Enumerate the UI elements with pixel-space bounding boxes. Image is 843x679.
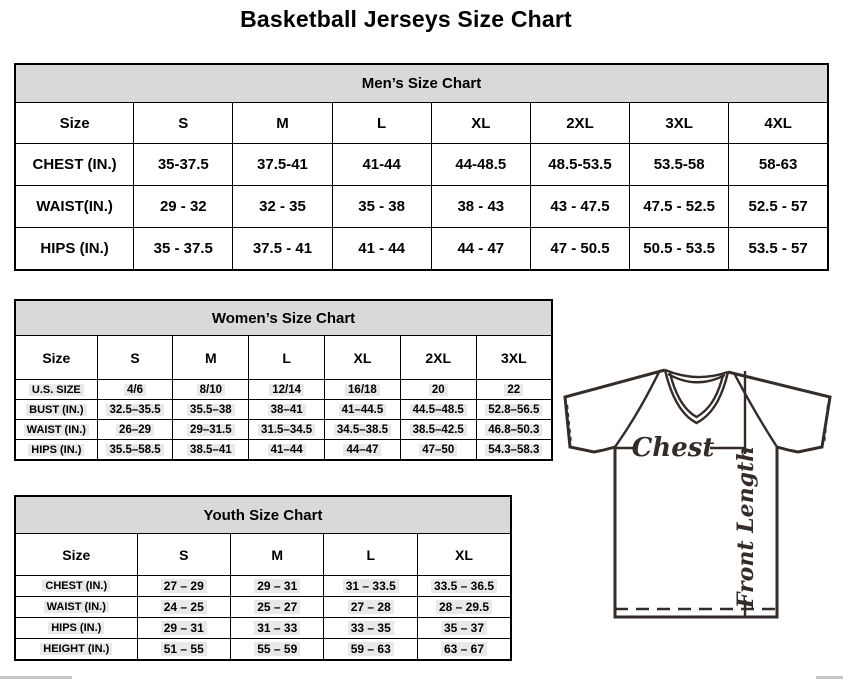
value-cell: 31 – 33 — [231, 618, 324, 639]
value-cell: 43 - 47.5 — [530, 186, 629, 228]
column-header: 3XL — [630, 103, 729, 144]
value-cell: 38 - 43 — [431, 186, 530, 228]
table-row — [15, 300, 552, 336]
value-cell: 48.5-53.5 — [530, 144, 629, 186]
table-row — [15, 400, 552, 420]
table-row — [15, 420, 552, 440]
column-header: L — [249, 336, 325, 380]
value-cell: 38.5–41 — [173, 440, 249, 461]
value-cell: 50.5 - 53.5 — [630, 228, 729, 271]
value-cell: 27 – 28 — [324, 597, 417, 618]
value-cell: 24 – 25 — [137, 597, 230, 618]
table-row — [15, 380, 552, 400]
value-cell: 47.5 - 52.5 — [630, 186, 729, 228]
value-cell: 41–44 — [249, 440, 325, 461]
value-cell: 35 - 38 — [332, 186, 431, 228]
column-header: L — [324, 534, 417, 576]
column-header: M — [233, 103, 332, 144]
row-label: WAIST(IN.) — [15, 186, 134, 228]
value-cell: 44–47 — [325, 440, 401, 461]
table-row — [15, 496, 511, 534]
value-cell: 37.5-41 — [233, 144, 332, 186]
row-label: HIPS (IN.) — [15, 228, 134, 271]
table-row — [15, 440, 552, 461]
value-cell: 20 — [400, 380, 476, 400]
right-armhole-seam — [734, 373, 777, 447]
column-header: S — [137, 534, 230, 576]
value-cell: 16/18 — [325, 380, 401, 400]
column-header: 4XL — [729, 103, 828, 144]
value-cell: 31 – 33.5 — [324, 576, 417, 597]
column-header: 3XL — [476, 336, 552, 380]
value-cell: 51 – 55 — [137, 639, 230, 661]
row-label: HIPS (IN.) — [15, 440, 97, 461]
value-cell: 55 – 59 — [231, 639, 324, 661]
row-label: HEIGHT (IN.) — [15, 639, 137, 661]
value-cell: 35.5–58.5 — [97, 440, 173, 461]
value-cell: 32 - 35 — [233, 186, 332, 228]
value-cell: 4/6 — [97, 380, 173, 400]
value-cell: 37.5 - 41 — [233, 228, 332, 271]
row-label: U.S. SIZE — [15, 380, 97, 400]
value-cell: 38.5–42.5 — [400, 420, 476, 440]
row-label: CHEST (IN.) — [15, 576, 137, 597]
column-header: 2XL — [530, 103, 629, 144]
value-cell: 12/14 — [249, 380, 325, 400]
youth-chart-header: Youth Size Chart — [15, 496, 511, 534]
row-label: BUST (IN.) — [15, 400, 97, 420]
value-cell: 33.5 – 36.5 — [417, 576, 511, 597]
front-length-label: Front Length — [733, 445, 759, 609]
value-cell: 33 – 35 — [324, 618, 417, 639]
table-row — [15, 103, 828, 144]
row-label: WAIST (IN.) — [15, 597, 137, 618]
womens-size-chart-table — [14, 299, 553, 461]
column-header: L — [332, 103, 431, 144]
womens-chart-header: Women’s Size Chart — [15, 300, 552, 336]
column-header: S — [97, 336, 173, 380]
table-row — [15, 639, 511, 661]
column-header: XL — [417, 534, 511, 576]
mens-chart-header: Men’s Size Chart — [15, 64, 828, 103]
column-header: 2XL — [400, 336, 476, 380]
value-cell: 58-63 — [729, 144, 828, 186]
value-cell: 35 – 37 — [417, 618, 511, 639]
column-header: S — [134, 103, 233, 144]
value-cell: 35.5–38 — [173, 400, 249, 420]
value-cell: 47 - 50.5 — [530, 228, 629, 271]
row-label: HIPS (IN.) — [15, 618, 137, 639]
value-cell: 47–50 — [400, 440, 476, 461]
row-label: CHEST (IN.) — [15, 144, 134, 186]
size-header-cell: Size — [15, 336, 97, 380]
value-cell: 32.5–35.5 — [97, 400, 173, 420]
value-cell: 34.5–38.5 — [325, 420, 401, 440]
value-cell: 52.5 - 57 — [729, 186, 828, 228]
jersey-measurement-diagram — [556, 358, 840, 630]
value-cell: 29 – 31 — [137, 618, 230, 639]
row-label: WAIST (IN.) — [15, 420, 97, 440]
table-row — [15, 186, 828, 228]
jersey-diagram-svg — [556, 358, 840, 630]
value-cell: 29–31.5 — [173, 420, 249, 440]
value-cell: 53.5-58 — [630, 144, 729, 186]
value-cell: 8/10 — [173, 380, 249, 400]
table-row — [15, 228, 828, 271]
value-cell: 26–29 — [97, 420, 173, 440]
value-cell: 53.5 - 57 — [729, 228, 828, 271]
value-cell: 38–41 — [249, 400, 325, 420]
value-cell: 63 – 67 — [417, 639, 511, 661]
size-header-cell: Size — [15, 103, 134, 144]
table-row — [15, 597, 511, 618]
value-cell: 44-48.5 — [431, 144, 530, 186]
size-header-cell: Size — [15, 534, 137, 576]
value-cell: 54.3–58.3 — [476, 440, 552, 461]
mens-size-chart-table — [14, 63, 829, 271]
value-cell: 41–44.5 — [325, 400, 401, 420]
table-row — [15, 618, 511, 639]
value-cell: 22 — [476, 380, 552, 400]
value-cell: 28 – 29.5 — [417, 597, 511, 618]
value-cell: 31.5–34.5 — [249, 420, 325, 440]
value-cell: 27 – 29 — [137, 576, 230, 597]
table-row — [15, 336, 552, 380]
value-cell: 44.5–48.5 — [400, 400, 476, 420]
table-row — [15, 64, 828, 103]
column-header: XL — [431, 103, 530, 144]
column-header: M — [231, 534, 324, 576]
page-title: Basketball Jerseys Size Chart — [240, 6, 572, 32]
youth-size-chart-table — [14, 495, 512, 661]
value-cell: 44 - 47 — [431, 228, 530, 271]
column-header: XL — [325, 336, 401, 380]
value-cell: 29 – 31 — [231, 576, 324, 597]
value-cell: 35 - 37.5 — [134, 228, 233, 271]
value-cell: 59 – 63 — [324, 639, 417, 661]
value-cell: 35-37.5 — [134, 144, 233, 186]
table-row — [15, 144, 828, 186]
value-cell: 52.8–56.5 — [476, 400, 552, 420]
chest-label: Chest — [631, 433, 715, 463]
value-cell: 41-44 — [332, 144, 431, 186]
column-header: M — [173, 336, 249, 380]
value-cell: 29 - 32 — [134, 186, 233, 228]
value-cell: 41 - 44 — [332, 228, 431, 271]
jersey-outline — [565, 370, 830, 617]
table-row — [15, 534, 511, 576]
value-cell: 46.8–50.3 — [476, 420, 552, 440]
table-row — [15, 576, 511, 597]
value-cell: 25 – 27 — [231, 597, 324, 618]
